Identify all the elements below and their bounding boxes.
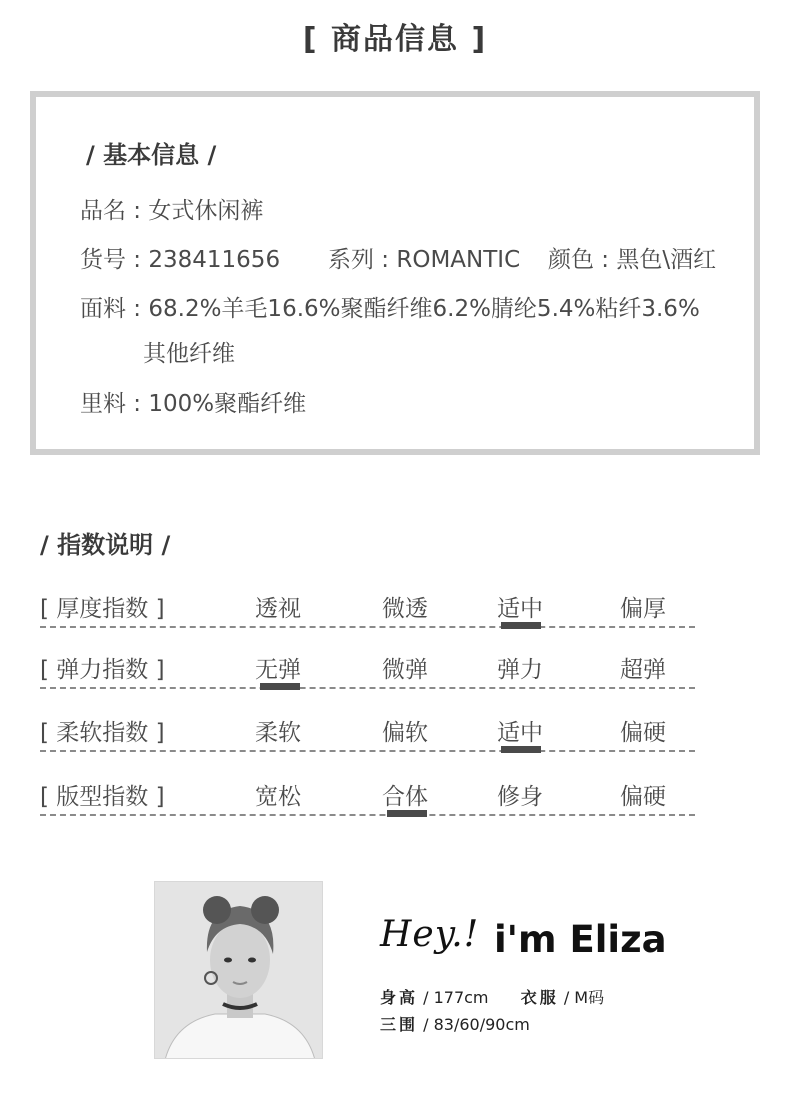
index-row-label: [ 弹力指数 ] bbox=[40, 657, 165, 683]
model-measurements bbox=[380, 1012, 530, 1035]
index-option: 透视 bbox=[255, 596, 301, 622]
index-selected-marker bbox=[260, 683, 300, 690]
fabric: 面料 : 68.2%羊毛16.6%聚酯纤维6.2%腈纶5.4%粘纤3.6% bbox=[80, 296, 700, 322]
index-option: 偏厚 bbox=[620, 596, 666, 622]
page-title: [ 商品信息 ] bbox=[302, 22, 488, 57]
model-greeting: Hey.! bbox=[380, 914, 480, 955]
series: 系列 : ROMANTIC bbox=[328, 247, 521, 273]
index-row-label: [ 柔软指数 ] bbox=[40, 720, 165, 746]
index-option: 宽松 bbox=[255, 784, 301, 810]
basic-info-heading: / 基本信息 / bbox=[86, 141, 217, 169]
fabric-continued: 其他纤维 bbox=[143, 341, 235, 367]
index-selected-marker bbox=[501, 622, 541, 629]
index-option: 偏硬 bbox=[620, 784, 666, 810]
model-name: i'm Eliza bbox=[494, 918, 667, 961]
height-label: 身高 bbox=[380, 988, 419, 1007]
product-name: 品名 : 女式休闲裤 bbox=[80, 198, 264, 224]
index-row bbox=[40, 651, 695, 711]
index-dashed-line bbox=[40, 814, 695, 816]
index-option: 柔软 bbox=[255, 720, 301, 746]
model-height-size bbox=[380, 985, 604, 1008]
index-selected-marker bbox=[501, 746, 541, 753]
index-option: 超弹 bbox=[620, 657, 666, 683]
index-option: 偏硬 bbox=[620, 720, 666, 746]
index-row bbox=[40, 714, 695, 774]
index-option: 微弹 bbox=[382, 657, 428, 683]
model-photo bbox=[154, 881, 323, 1059]
index-dashed-line bbox=[40, 750, 695, 752]
index-row bbox=[40, 778, 695, 838]
index-row-label: [ 版型指数 ] bbox=[40, 784, 165, 810]
index-row bbox=[40, 590, 695, 650]
measure-label: 三围 bbox=[380, 1015, 419, 1034]
lining: 里料 : 100%聚酯纤维 bbox=[80, 391, 307, 417]
measure-value: / 83/60/90cm bbox=[423, 1015, 530, 1034]
index-dashed-line bbox=[40, 687, 695, 689]
index-option: 适中 bbox=[497, 720, 543, 746]
index-option: 适中 bbox=[497, 596, 543, 622]
index-option: 合体 bbox=[382, 784, 428, 810]
height-value: / 177cm bbox=[423, 988, 489, 1007]
index-selected-marker bbox=[387, 810, 427, 817]
model-portrait-image bbox=[155, 882, 323, 1059]
index-option: 偏软 bbox=[382, 720, 428, 746]
item-number: 货号 : 238411656 bbox=[80, 247, 281, 273]
index-option: 无弹 bbox=[255, 657, 301, 683]
index-dashed-line bbox=[40, 626, 695, 628]
size-label: 衣服 bbox=[520, 988, 559, 1007]
index-row-label: [ 厚度指数 ] bbox=[40, 596, 165, 622]
color: 颜色 : 黑色\酒红 bbox=[548, 247, 717, 273]
index-option: 微透 bbox=[382, 596, 428, 622]
index-option: 弹力 bbox=[497, 657, 543, 683]
index-heading: / 指数说明 / bbox=[40, 531, 171, 559]
basic-info-panel bbox=[30, 91, 760, 455]
size-value: / M码 bbox=[563, 988, 605, 1007]
index-option: 修身 bbox=[497, 784, 543, 810]
